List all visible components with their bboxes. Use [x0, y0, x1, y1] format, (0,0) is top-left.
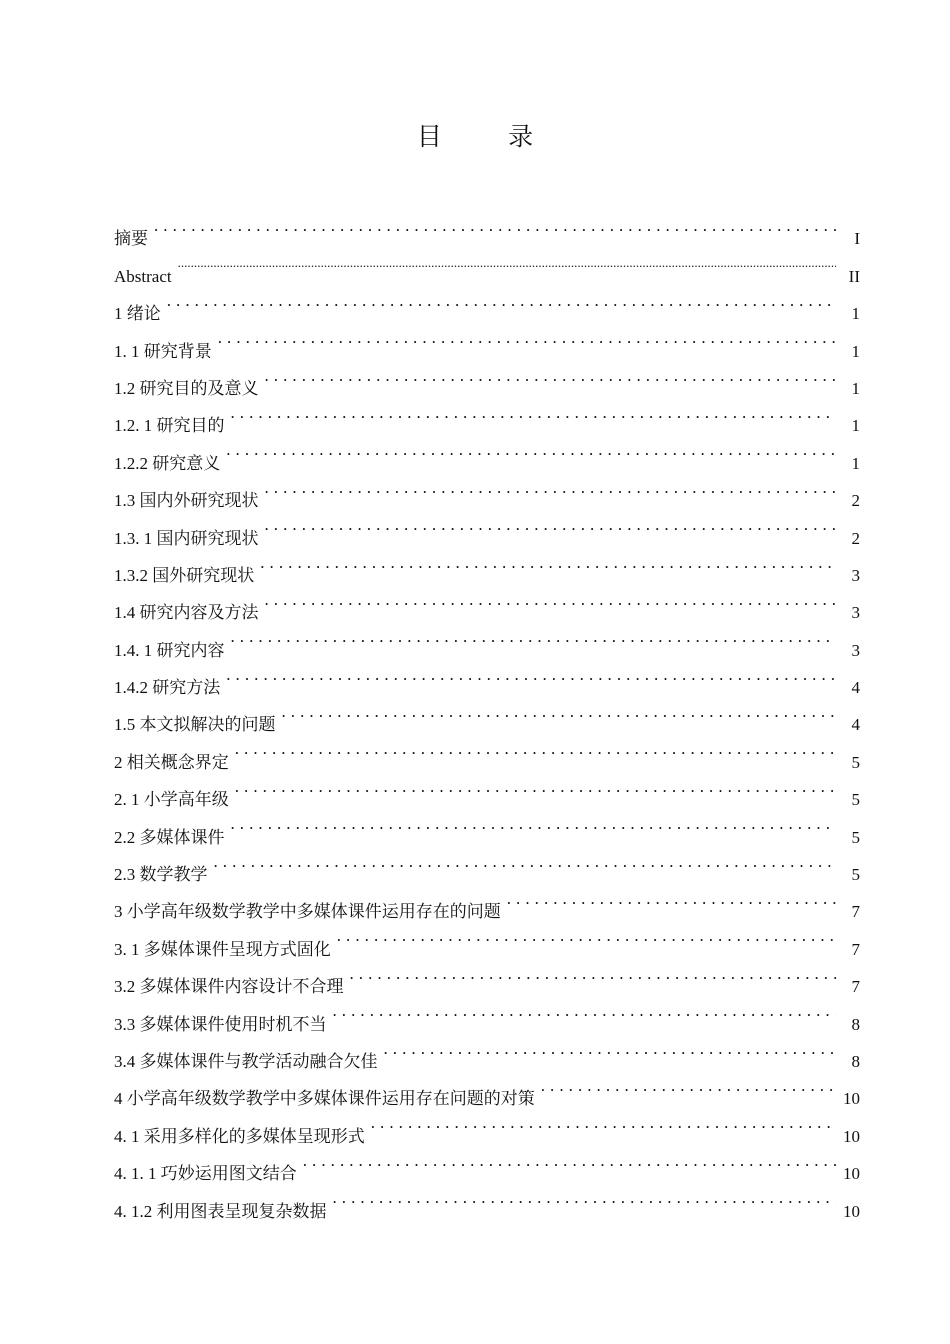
toc-dot-leader: [167, 282, 836, 319]
toc-entry-label: 2 相关概念界定: [114, 752, 229, 772]
toc-entry-label: 2.3 数学教学: [114, 865, 208, 885]
toc-entry-page-number: 1: [851, 341, 860, 361]
toc-dot-leader: [541, 1067, 836, 1104]
toc-entry[interactable]: [114, 357, 860, 398]
toc-entry-label: 4. 1 采用多样化的多媒体呈现形式: [114, 1126, 365, 1146]
toc-entry-label: 1.4.2 研究方法: [114, 678, 221, 698]
toc-dot-leader: [265, 357, 837, 394]
toc-dot-leader: [282, 693, 837, 730]
toc-entry-page-number: 5: [851, 790, 860, 810]
toc-entry-label: 1.4. 1 研究内容: [114, 640, 225, 660]
toc-dot-leader: [214, 843, 837, 880]
toc-entry-label: 1.3. 1 国内研究现状: [114, 528, 259, 548]
toc-entry-page-number: 7: [851, 977, 860, 997]
toc-dot-leader: [154, 207, 840, 244]
toc-dot-leader: [235, 730, 836, 767]
toc-entry-page-number: 5: [851, 827, 860, 847]
toc-entry-page-number: 3: [851, 603, 860, 623]
toc-entry-page-number: 7: [851, 939, 860, 959]
toc-entry-page-number: 3: [851, 640, 860, 660]
toc-entry-label: 3.3 多媒体课件使用时机不当: [114, 1014, 327, 1034]
toc-dot-leader: [303, 1142, 836, 1179]
toc-entry-label: 1.3.2 国外研究现状: [114, 565, 255, 585]
toc-entry[interactable]: [114, 843, 860, 885]
toc-dot-leader: [178, 244, 836, 281]
toc-entry[interactable]: [114, 319, 860, 361]
toc-entry-page-number: 10: [843, 1089, 860, 1109]
toc-entry-label: 1.2. 1 研究目的: [114, 416, 225, 436]
toc-entry[interactable]: [114, 207, 860, 249]
toc-entry[interactable]: [114, 282, 860, 324]
toc-dot-leader: [226, 656, 836, 693]
toc-dot-leader: [371, 1104, 836, 1141]
toc-entry-label: 3. 1 多媒体课件呈现方式固化: [114, 939, 331, 959]
toc-dot-leader: [231, 805, 837, 842]
toc-entry[interactable]: [114, 656, 860, 698]
toc-entry-label: 1.2.2 研究意义: [114, 453, 221, 473]
toc-dot-leader: [507, 880, 836, 917]
toc-entry-page-number: 10: [843, 1164, 860, 1184]
toc-entry-page-number: 1: [851, 416, 860, 436]
toc-dot-leader: [231, 618, 837, 655]
toc-entry-page-number: 2: [851, 491, 860, 511]
toc-entry-label: 3.2 多媒体课件内容设计不合理: [114, 977, 344, 997]
toc-entry-label: 4. 1.2 利用图表呈现复杂数据: [114, 1201, 327, 1221]
toc-dot-leader: [265, 506, 837, 543]
toc-dot-leader: [265, 469, 837, 506]
toc-dot-leader: [231, 394, 837, 431]
toc-entry-label: 2.2 多媒体课件: [114, 827, 225, 847]
toc-entry-page-number: 7: [851, 902, 860, 922]
toc-entry-label: 4. 1. 1 巧妙运用图文结合: [114, 1164, 297, 1184]
toc-dot-leader: [337, 917, 836, 954]
toc-entry[interactable]: [114, 469, 860, 511]
toc-entry-label: 4 小学高年级数学教学中多媒体课件运用存在问题的对策: [114, 1089, 535, 1109]
toc-entry-label: 3.4 多媒体课件与教学活动融合欠佳: [114, 1051, 378, 1071]
toc-dot-leader: [350, 955, 837, 992]
toc-entry-label: 1 绪论: [114, 304, 161, 324]
toc-dot-leader: [235, 768, 836, 805]
toc-entry-page-number: 8: [851, 1014, 860, 1034]
toc-entry-page-number: I: [854, 229, 860, 249]
toc-dot-leader: [265, 581, 837, 618]
toc-entry[interactable]: [114, 880, 860, 922]
toc-dot-leader: [384, 1030, 837, 1067]
toc-entry-label: 1. 1 研究背景: [114, 341, 212, 361]
toc-entry[interactable]: [114, 244, 860, 286]
toc-dot-leader: [218, 319, 836, 356]
toc-entry-page-number: 4: [851, 715, 860, 735]
toc-entry-label: 1.4 研究内容及方法: [114, 603, 259, 623]
toc-dot-leader: [226, 431, 836, 468]
toc-entry-label: 1.5 本文拟解决的问题: [114, 715, 276, 735]
table-of-contents: [114, 207, 860, 1221]
toc-dot-leader: [333, 992, 837, 1029]
toc-entry-page-number: 5: [851, 865, 860, 885]
toc-entry-page-number: 1: [851, 453, 860, 473]
toc-entry-page-number: II: [848, 266, 860, 286]
toc-entry-page-number: 4: [851, 678, 860, 698]
toc-entry[interactable]: [114, 693, 860, 735]
toc-entry-label: 2. 1 小学高年级: [114, 790, 229, 810]
toc-entry[interactable]: [114, 431, 860, 473]
page-title: 目 录: [416, 124, 564, 151]
toc-entry-page-number: 2: [851, 528, 860, 548]
toc-entry-label: Abstract: [114, 266, 172, 286]
toc-entry-label: 1.2 研究目的及意义: [114, 378, 259, 398]
toc-dot-leader: [260, 544, 836, 581]
toc-dot-leader: [333, 1179, 837, 1216]
toc-entry-page-number: 10: [843, 1201, 860, 1221]
toc-entry-label: 3 小学高年级数学教学中多媒体课件运用存在的问题: [114, 902, 501, 922]
toc-entry-label: 摘要: [114, 229, 148, 249]
toc-entry-page-number: 10: [843, 1126, 860, 1146]
toc-entry-page-number: 8: [851, 1051, 860, 1071]
toc-entry-page-number: 3: [851, 565, 860, 585]
toc-entry-page-number: 1: [851, 304, 860, 324]
toc-entry-page-number: 1: [851, 378, 860, 398]
toc-entry-page-number: 5: [851, 752, 860, 772]
toc-entry-label: 1.3 国内外研究现状: [114, 491, 259, 511]
